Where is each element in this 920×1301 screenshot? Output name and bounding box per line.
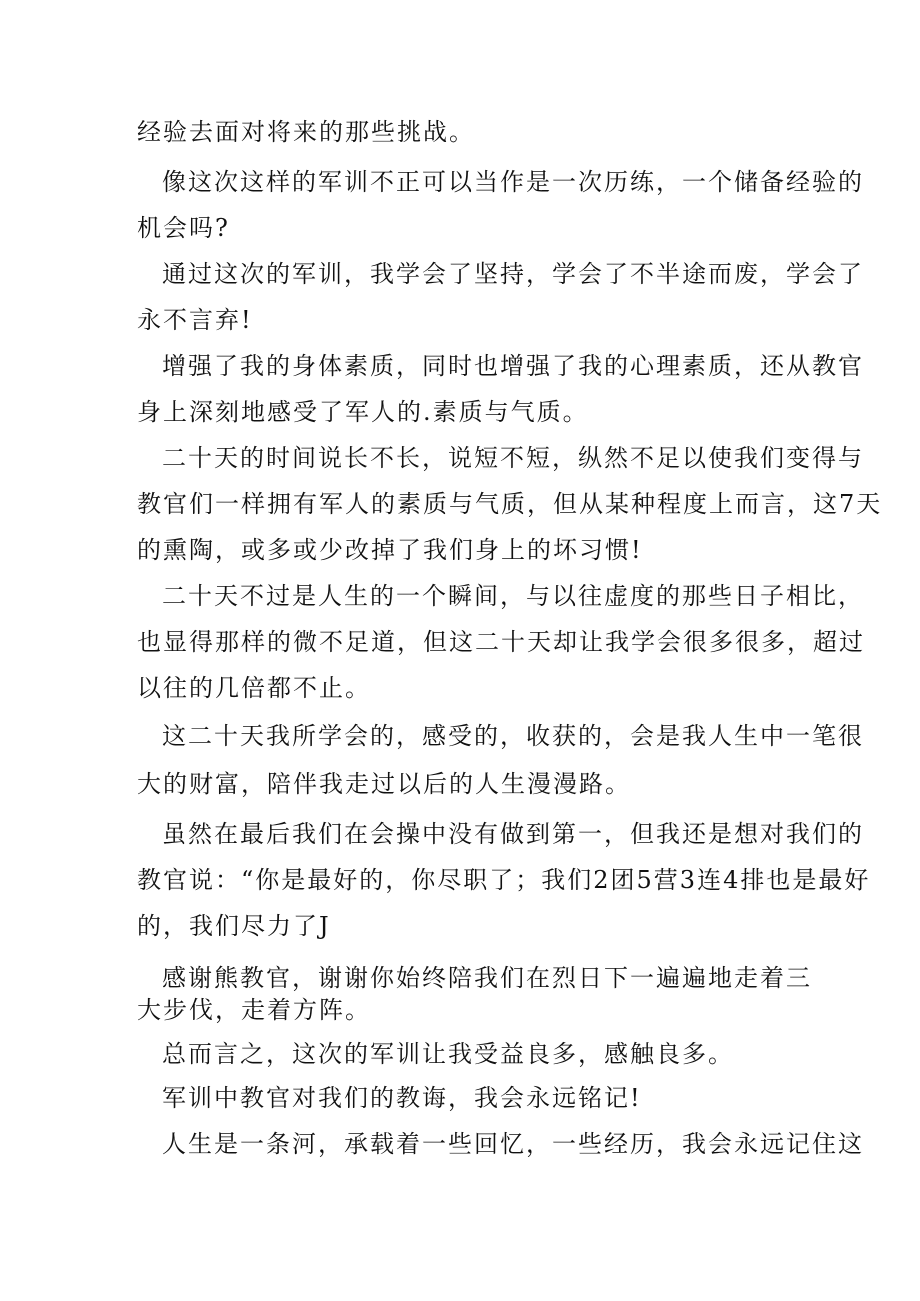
paragraph-start: 增强了我的身体素质，同时也增强了我的心理素质，还从教官 xyxy=(162,352,864,380)
paragraph-start: 通过这次的军训，我学会了坚持，学会了不半途而废，学会了 xyxy=(162,260,864,288)
paragraph-start: 感谢熊教官，谢谢你始终陪我们在烈日下一遍遍地走着三 xyxy=(162,964,812,992)
paragraph-start: 总而言之，这次的军训让我受益良多，感触良多。 xyxy=(162,1040,734,1068)
text-line: 大的财富，陪伴我走过以后的人生漫漫路。 xyxy=(137,770,631,798)
text-line: 以往的几倍都不止。 xyxy=(137,674,371,702)
text-line: 的熏陶，或多或少改掉了我们身上的坏习惯! xyxy=(137,536,643,564)
paragraph-start: 这二十天我所学会的，感受的，收获的，会是我人生中一笔很 xyxy=(162,722,864,750)
text-line: 也显得那样的微不足道，但这二十天却让我学会很多很多，超过 xyxy=(137,628,865,656)
paragraph-start: 二十天的时间说长不长，说短不短，纵然不足以使我们变得与 xyxy=(162,444,864,472)
text-line: 教官们一样拥有军人的素质与气质，但从某种程度上而言，这7天 xyxy=(137,490,883,518)
text-line: 大步伐，走着方阵。 xyxy=(137,996,371,1024)
text-line: 身上深刻地感受了军人的.素质与气质。 xyxy=(137,398,589,426)
paragraph-start: 二十天不过是人生的一个瞬间，与以往虚度的那些日子相比， xyxy=(162,582,864,610)
text-line: 的，我们尽力了J xyxy=(137,912,331,940)
text-line: 永不言弃! xyxy=(137,306,253,334)
paragraph-start: 虽然在最后我们在会操中没有做到第一，但我还是想对我们的 xyxy=(162,820,864,848)
text-line: 机会吗? xyxy=(137,214,230,242)
text-line: 教官说：“你是最好的，你尽职了；我们2团5营3连4排也是最好 xyxy=(137,866,871,894)
paragraph-start: 像这次这样的军训不正可以当作是一次历练，一个储备经验的 xyxy=(162,168,864,196)
paragraph-start: 军训中教官对我们的教诲，我会永远铭记! xyxy=(162,1084,642,1112)
paragraph-start: 人生是一条河，承载着一些回忆，一些经历，我会永远记住这 xyxy=(162,1130,864,1158)
text-line: 经验去面对将来的那些挑战。 xyxy=(137,118,475,146)
